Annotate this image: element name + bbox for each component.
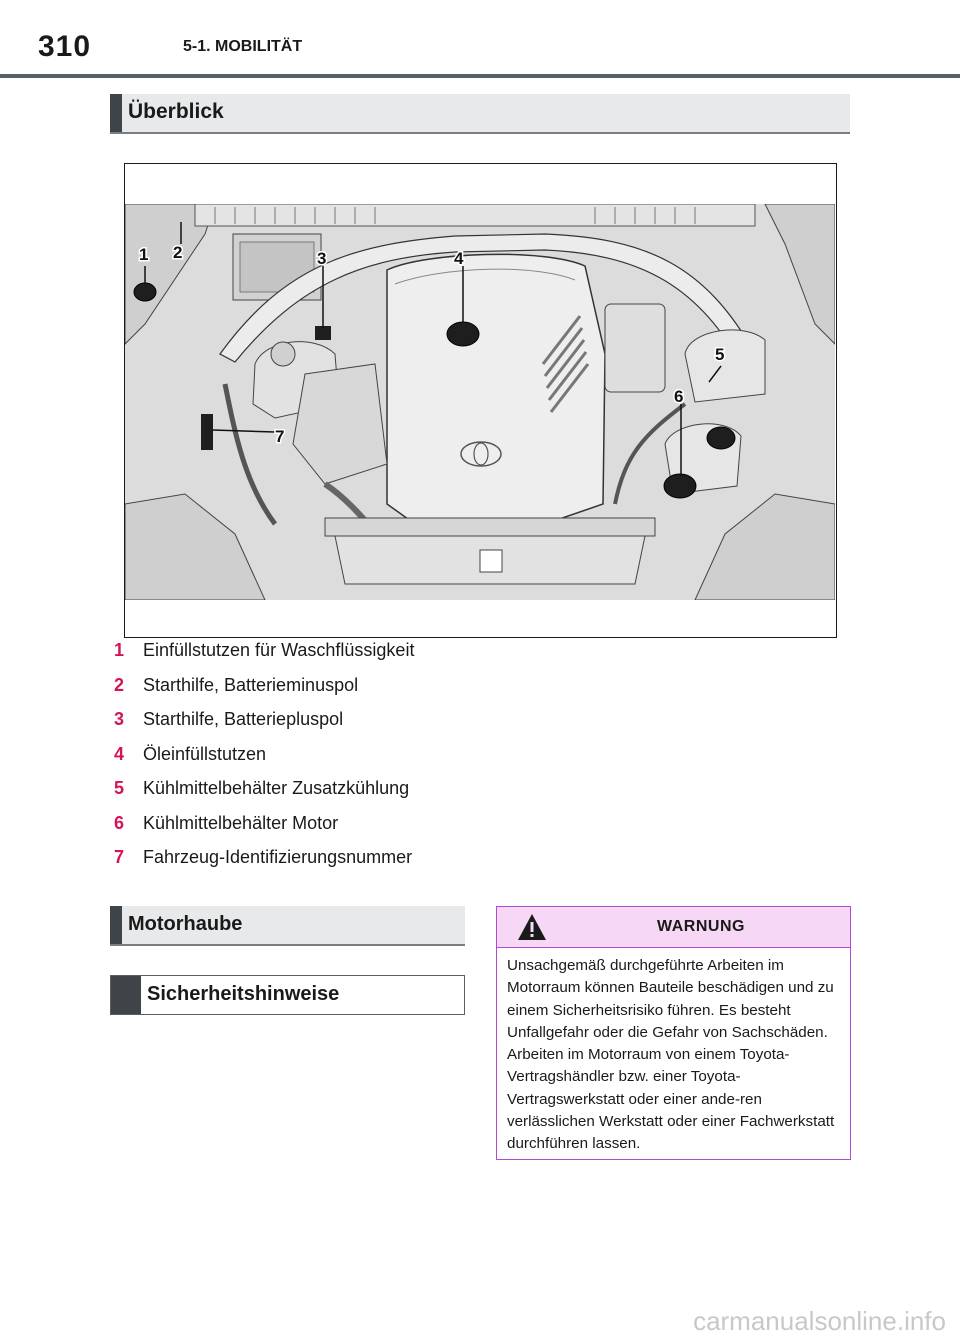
subheading-marker <box>111 976 141 1014</box>
warning-title: WARNUNG <box>657 918 745 935</box>
page-number: 310 <box>38 30 92 63</box>
section-title: 5-1. MOBILITÄT <box>183 38 303 55</box>
warning-box <box>496 906 851 1160</box>
warning-triangle-icon <box>517 913 547 941</box>
legend-text: Kühlmittelbehälter Zusatzkühlung <box>143 778 410 798</box>
legend-text: Öleinfüllstutzen <box>143 743 267 764</box>
legend-number: 7 <box>114 847 125 867</box>
legend-number: 4 <box>114 743 125 764</box>
legend-text: Einfüllstutzen für Waschflüssigkeit <box>143 640 415 660</box>
warning-header <box>497 907 850 948</box>
heading-marker <box>110 94 122 132</box>
safety-subheading-label: Sicherheitshinweise <box>147 983 340 1005</box>
callout-7: 7 <box>275 427 285 446</box>
legend-text: Kühlmittelbehälter Motor <box>143 812 339 833</box>
callout-3: 3 <box>317 249 327 268</box>
header-rule <box>0 74 960 78</box>
heading-marker <box>110 906 122 944</box>
legend-number: 1 <box>114 640 125 660</box>
engine-bay-figure <box>124 163 837 638</box>
callout-5: 5 <box>715 345 725 364</box>
watermark: carmanualsonline.info <box>693 1306 946 1336</box>
callout-6: 6 <box>674 387 684 406</box>
legend-text: Fahrzeug-Identifizierungsnummer <box>143 847 413 867</box>
callout-2: 2 <box>173 243 183 262</box>
overview-heading: Überblick <box>128 100 224 123</box>
overview-heading-bar <box>110 94 850 134</box>
hood-heading-bar <box>110 906 465 946</box>
legend-number: 2 <box>114 674 125 695</box>
engine-bay-illustration <box>125 204 835 600</box>
safety-subheading <box>110 975 465 1015</box>
callout-1: 1 <box>139 245 149 264</box>
hood-heading: Motorhaube <box>128 913 243 935</box>
legend-number: 3 <box>114 709 125 729</box>
legend-text: Starthilfe, Batteriepluspol <box>143 709 344 729</box>
legend-number: 5 <box>114 778 125 798</box>
legend-number: 6 <box>114 812 125 833</box>
legend-text: Starthilfe, Batterieminuspol <box>143 674 359 695</box>
warning-text: Unsachgemäß durchgeführte Arbeiten im Motorraum können Bauteile beschädigen und zu einem Sicherheitsrisiko führen. Es besteht Unfallgefahr oder die Gefahr von Sachschäden. Arbeiten im Motorraum von einem Toyota-Vertragshändler bzw. einer Toyota-Vertragswerkstatt oder einer ande-ren verlässlichen Werkstatt oder einer Fachwerkstatt durchführen lassen. <box>507 957 835 1153</box>
callout-4: 4 <box>454 249 464 268</box>
